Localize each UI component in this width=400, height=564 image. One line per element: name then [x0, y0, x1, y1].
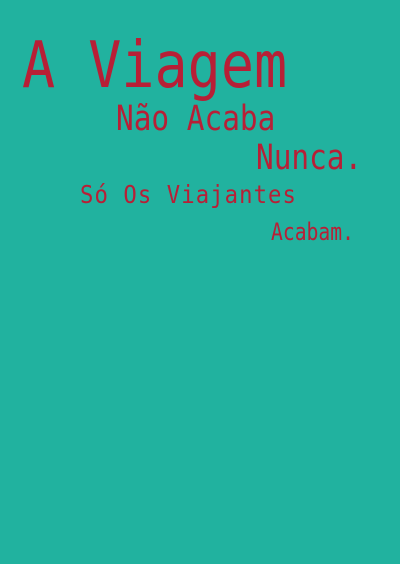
headline-line-3: Nunca. [256, 138, 363, 178]
headline-line-5: Acabam. [271, 218, 354, 246]
headline-line-2: Não Acaba [116, 99, 276, 139]
headline-line-1: A Viagem [22, 29, 288, 103]
headline-line-4: Só Os Viajantes [80, 180, 297, 209]
